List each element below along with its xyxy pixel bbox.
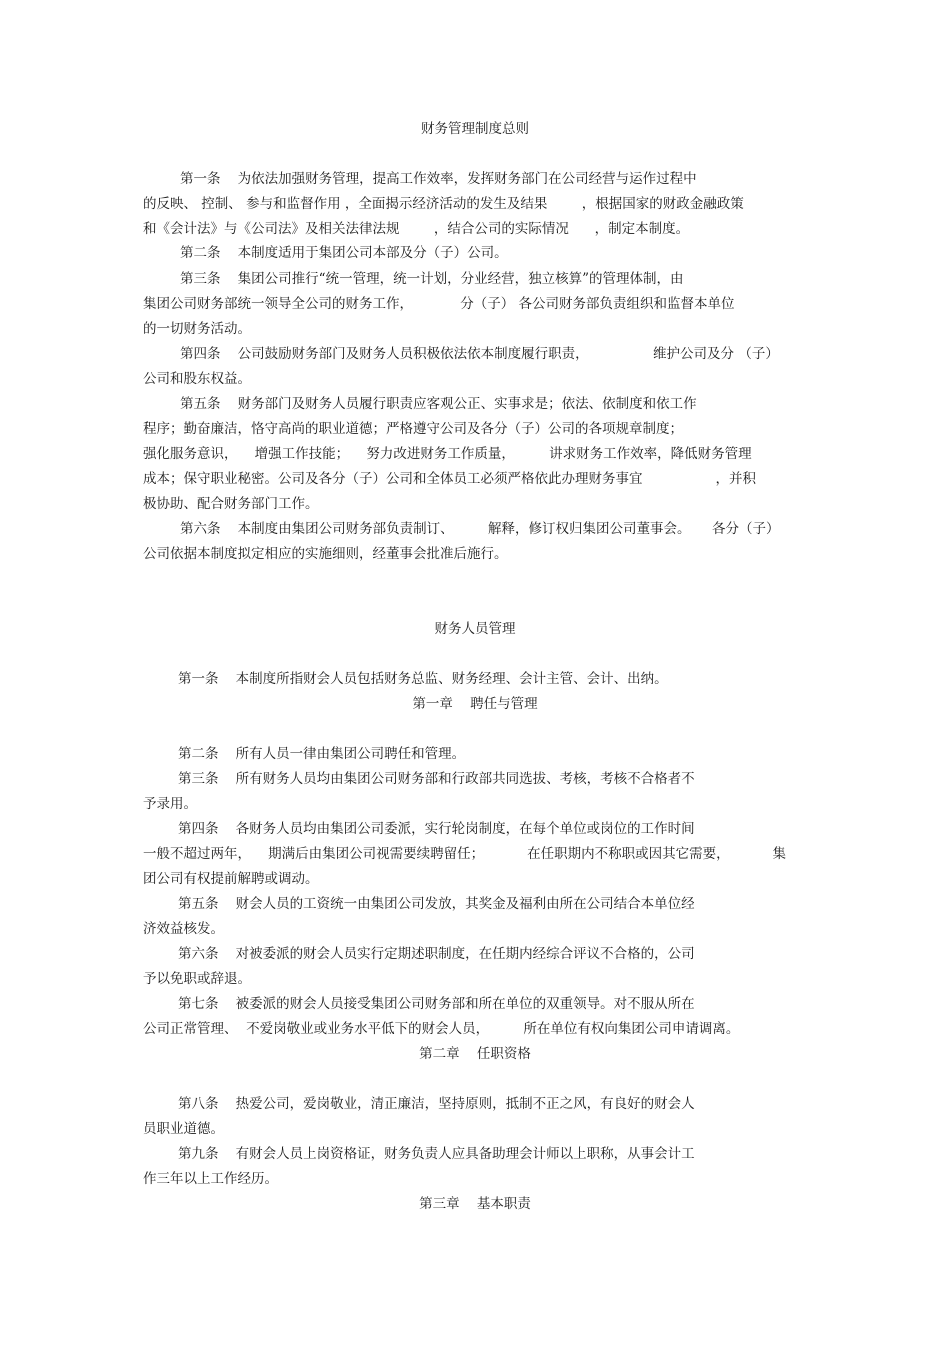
paragraph-line: 第三条 集团公司推行“统一管理，统一计划，分业经营，独立核算”的管理体制，由	[180, 271, 684, 287]
paragraph-line: 的一切财务活动。	[143, 321, 251, 337]
paragraph-line: 第二条 本制度适用于集团公司本部及分（子）公司。	[180, 245, 508, 261]
section-title-general: 财务管理制度总则	[421, 121, 529, 137]
paragraph-line: 员职业道德。	[143, 1121, 224, 1137]
paragraph-line: 第四条 各财务人员均由集团公司委派，实行轮岗制度，在每个单位或岗位的工作时间	[178, 821, 695, 837]
paragraph-line: 的反映、 控制、 参与和监督作用 ，全面揭示经济活动的发生及结果 ，根据国家的财政金融政策	[143, 196, 744, 212]
paragraph-line: 第八条 热爱公司，爱岗敬业，清正廉洁，坚持原则，抵制不正之风，有良好的财会人	[178, 1096, 695, 1112]
paragraph-line: 团公司有权提前解聘或调动。	[143, 871, 319, 887]
paragraph-line: 予录用。	[143, 796, 197, 812]
paragraph-line: 一般不超过两年， 期满后由集团公司视需要续聘留任； 在任职期内不称职或因其它需要， 集	[143, 846, 786, 862]
chapter-title: 第二章 任职资格	[419, 1046, 531, 1062]
paragraph-line: 第二条 所有人员一律由集团公司聘任和管理。	[178, 746, 466, 762]
paragraph-line: 集团公司财务部统一领导全公司的财务工作， 分（子） 各公司财务部负责组织和监督本单位	[143, 296, 735, 312]
paragraph-line: 公司正常管理、 不爱岗敬业或业务水平低下的财会人员， 所在单位有权向集团公司申请调离。	[143, 1021, 740, 1037]
paragraph-line: 程序；勤奋廉洁，恪守高尚的职业道德；严格遵守公司及各分（子）公司的各项规章制度；	[143, 421, 683, 437]
paragraph-line: 第九条 有财会人员上岗资格证，财务负责人应具备助理会计师以上职称，从事会计工	[178, 1146, 695, 1162]
paragraph-line: 公司依据本制度拟定相应的实施细则，经董事会批准后施行。	[143, 546, 508, 562]
chapter-title: 第三章 基本职责	[419, 1196, 531, 1212]
paragraph-line: 第四条 公司鼓励财务部门及财务人员积极依法依本制度履行职责， 维护公司及分 （子）	[180, 346, 779, 362]
paragraph-line: 强化服务意识， 增强工作技能； 努力改进财务工作质量， 讲求财务工作效率，降低财务管理	[143, 446, 752, 462]
paragraph-line: 和《会计法》与《公司法》及相关法律法规 ，结合公司的实际情况 ，制定本制度。	[143, 221, 690, 237]
paragraph-line: 公司和股东权益。	[143, 371, 251, 387]
paragraph-line: 予以免职或辞退。	[143, 971, 251, 987]
paragraph-line: 第七条 被委派的财会人员接受集团公司财务部和所在单位的双重领导。对不服从所在	[178, 996, 695, 1012]
section-title-personnel: 财务人员管理	[434, 621, 516, 637]
paragraph-line: 第五条 财会人员的工资统一由集团公司发放，其奖金及福利由所在公司结合本单位经	[178, 896, 695, 912]
paragraph-line: 第三条 所有财务人员均由集团公司财务部和行政部共同选拔、考核，考核不合格者不	[178, 771, 695, 787]
paragraph-line: 第六条 本制度由集团公司财务部负责制订、 解释，修订权归集团公司董事会。 各分（子）	[180, 521, 780, 537]
paragraph-line: 第一条 为依法加强财务管理，提高工作效率，发挥财务部门在公司经营与运作过程中	[180, 171, 697, 187]
paragraph-line: 作三年以上工作经历。	[143, 1171, 278, 1187]
chapter-title: 第一章 聘任与管理	[412, 696, 538, 712]
paragraph-line: 成本；保守职业秘密。公司及各分（子）公司和全体员工必须严格依此办理财务事宜 ，并积	[143, 471, 756, 487]
paragraph-line: 第六条 对被委派的财会人员实行定期述职制度，在任期内经综合评议不合格的，公司	[178, 946, 695, 962]
paragraph-line: 第五条 财务部门及财务人员履行职责应客观公正、实事求是；依法、依制度和依工作	[180, 396, 697, 412]
paragraph-line: 极协助、配合财务部门工作。	[143, 496, 319, 512]
paragraph-line: 第一条 本制度所指财会人员包括财务总监、财务经理、会计主管、会计、出纳。	[178, 671, 668, 687]
paragraph-line: 济效益核发。	[143, 921, 224, 937]
